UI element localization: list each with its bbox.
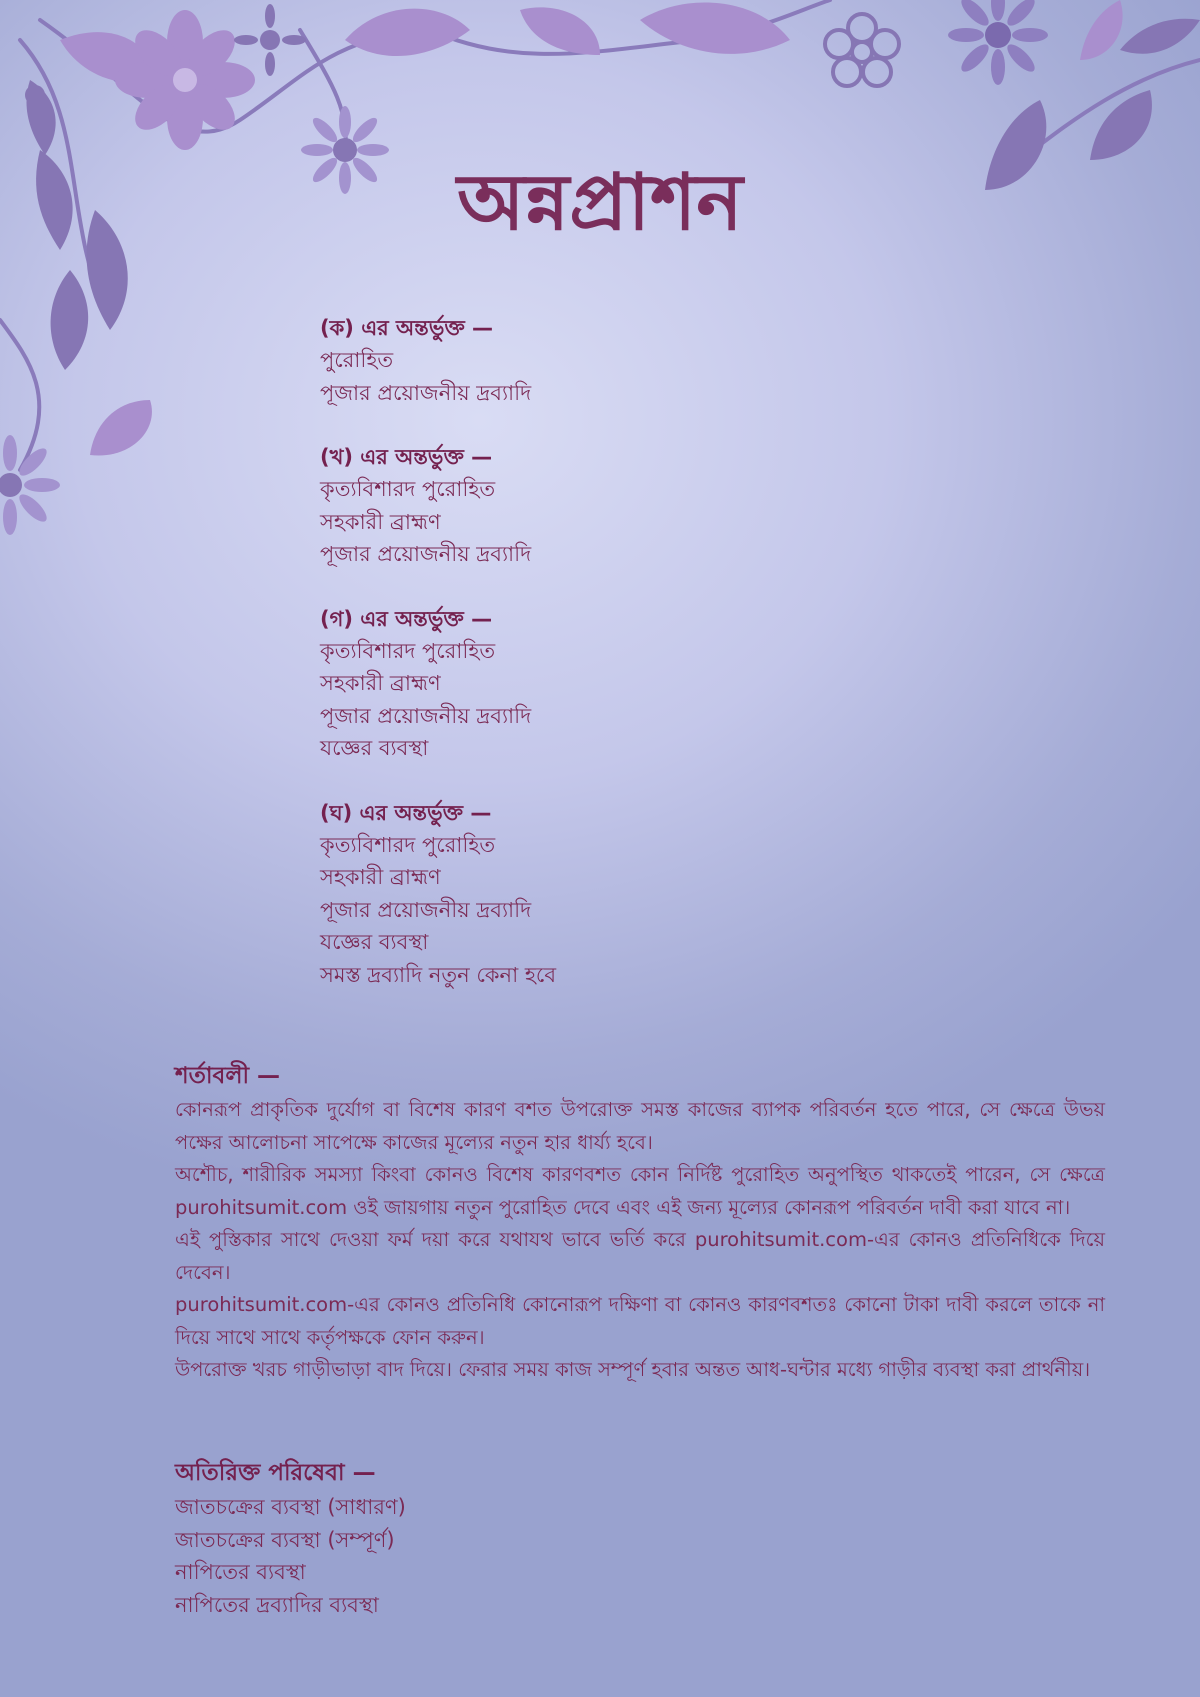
terms-heading: শর্তাবলী — <box>175 1063 281 1089</box>
package-item: যজ্ঞের ব্যবস্থা <box>320 930 429 954</box>
extra-service-item: নাপিতের ব্যবস্থা <box>175 1560 306 1584</box>
package-item: যজ্ঞের ব্যবস্থা <box>320 736 429 760</box>
package-heading: (গ) এর অন্তর্ভুক্ত — <box>320 606 493 631</box>
extra-service-item: জাতচক্রের ব্যবস্থা (সাধারণ) <box>175 1495 406 1519</box>
page-title: অন্নপ্রাশন <box>457 157 743 248</box>
package-item: পূজার প্রয়োজনীয় দ্রব্যাদি <box>320 897 532 922</box>
package-heading: (ক) এর অন্তর্ভুক্ত — <box>320 316 494 340</box>
package-heading: (খ) এর অন্তর্ভুক্ত — <box>320 445 493 469</box>
extra-services-heading: অতিরিক্ত পরিষেবা — <box>175 1460 376 1486</box>
terms-paragraph: purohitsumit.com-এর কোনও প্রতিনিধি কোনোরূপ দক্ষিণা বা কোনও কারণবশতঃ কোনো টাকা দাবী করলে তাকে না দিয়ে সাথে সাথে কর্তৃপক্ষকে ফোন করুন। <box>175 1293 1105 1349</box>
extra-service-item: নাপিতের দ্রব্যাদির ব্যবস্থা <box>175 1592 379 1617</box>
package-ka <box>320 312 940 409</box>
terms-paragraph: কোনরূপ প্রাকৃতিক দুর্যোগ বা বিশেষ কারণ বশত উপরোক্ত সমস্ত কাজের ব্যাপক পরিবর্তন হতে পারে, সে ক্ষেত্রে উভয় পক্ষের আলোচনা সাপেক্ষে কাজের মূল্যের নতুন হার ধার্য্য হবে। <box>175 1098 1105 1154</box>
package-list <box>320 312 940 1023</box>
package-item: সহকারী ব্রাহ্মণ <box>320 865 441 889</box>
package-item: সহকারী ব্রাহ্মণ <box>320 671 441 695</box>
package-heading: (ঘ) এর অন্তর্ভুক্ত — <box>320 800 492 825</box>
terms-section <box>175 1058 1105 1387</box>
package-item: পূজার প্রয়োজনীয় দ্রব্যাদি <box>320 542 532 566</box>
package-gha <box>320 797 940 992</box>
package-item: পূজার প্রয়োজনীয় দ্রব্যাদি <box>320 380 532 405</box>
package-item: কৃত্যবিশারদ পুরোহিত <box>320 832 496 857</box>
package-item: পূজার প্রয়োজনীয় দ্রব্যাদি <box>320 703 532 728</box>
extra-service-item: জাতচক্রের ব্যবস্থা (সম্পূর্ণ) <box>175 1527 395 1552</box>
package-item: কৃত্যবিশারদ পুরোহিত <box>320 638 496 663</box>
package-item: পুরোহিত <box>320 348 394 372</box>
package-kha <box>320 441 940 571</box>
extra-services-section <box>175 1455 875 1621</box>
terms-paragraph: উপরোক্ত খরচ গাড়ীভাড়া বাদ দিয়ে। ফেরার সময় কাজ সম্পূর্ণ হবার অন্তত আধ-ঘন্টার মধ্যে গাড়ীর ব্যবস্থা করা প্রার্থনীয়। <box>175 1358 1091 1381</box>
terms-paragraph: এই পুস্তিকার সাথে দেওয়া ফর্ম দয়া করে যথাযথ ভাবে ভর্তি করে purohitsumit.com-এর কোনও প্রতিনিধিকে দিয়ে দেবেন। <box>175 1228 1105 1284</box>
terms-paragraph: অশৌচ, শারীরিক সমস্যা কিংবা কোনও বিশেষ কারণবশত কোন নির্দিষ্ট পুরোহিত অনুপস্থিত থাকতেই পারেন, সে ক্ষেত্রে purohitsumit.com ওই জায়গায় নতুন পুরোহিত দেবে এবং এই জন্য মূল্যের কোনরূপ পরিবর্তন দাবী করা যাবে না। <box>175 1163 1105 1219</box>
package-item: কৃত্যবিশারদ পুরোহিত <box>320 477 496 501</box>
package-item: সহকারী ব্রাহ্মণ <box>320 509 441 534</box>
package-item: সমস্ত দ্রব্যাদি নতুন কেনা হবে <box>320 962 557 987</box>
package-ga <box>320 603 940 765</box>
